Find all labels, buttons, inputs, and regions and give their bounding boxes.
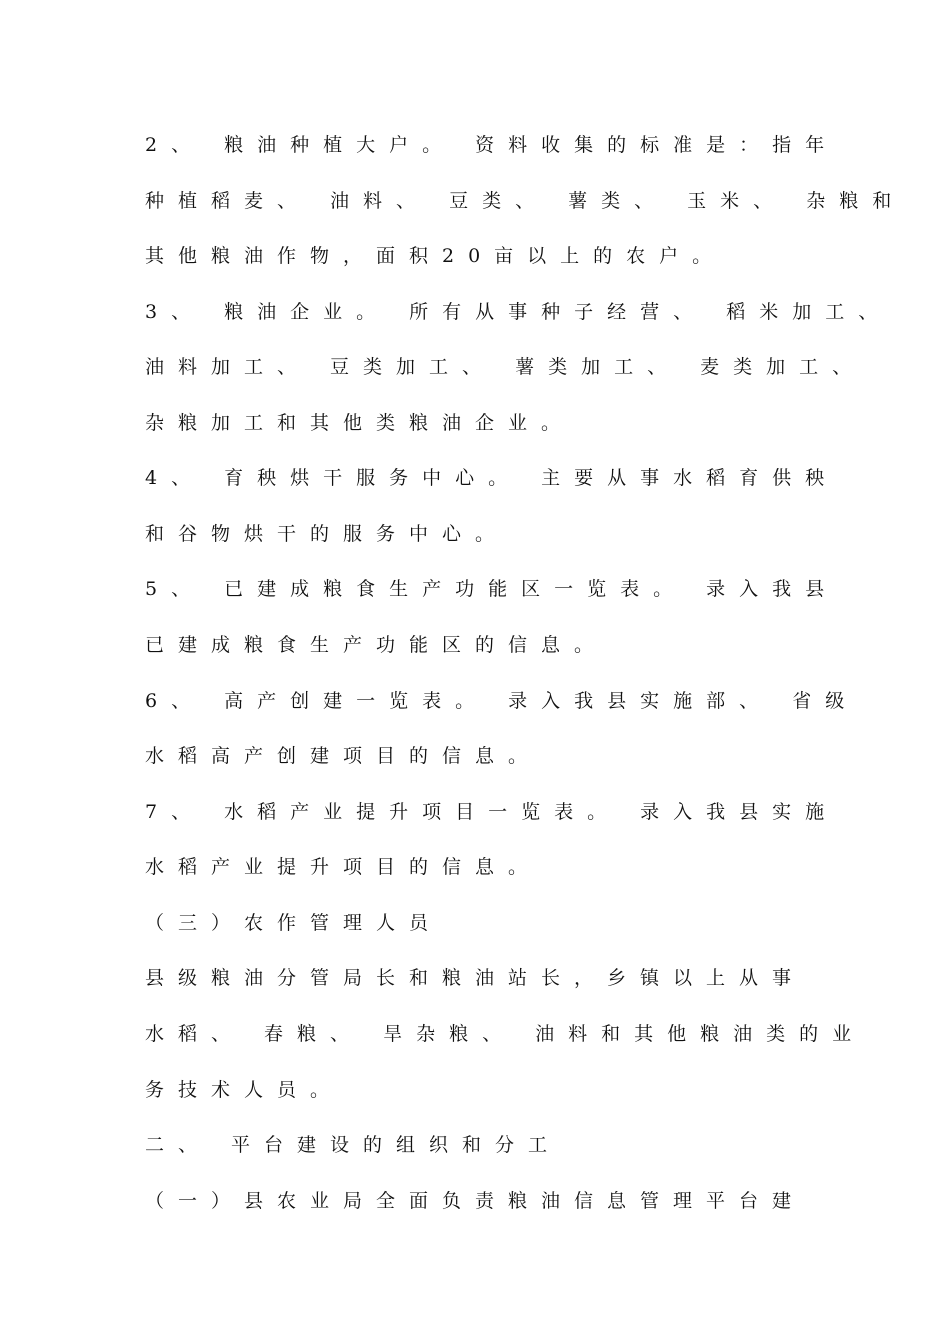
text-line-20: （一）县农业局全面负责粮油信息管理平台建 bbox=[145, 1190, 806, 1212]
text-line-12: 水稻高产创建项目的信息。 bbox=[145, 745, 542, 767]
text-line-8: 和谷物烘干的服务中心。 bbox=[145, 523, 509, 545]
text-line-7: 4、 育秧烘干服务中心。 主要从事水稻育供秧 bbox=[145, 467, 839, 489]
text-line-5: 油料加工、 豆类加工、 薯类加工、 麦类加工、 bbox=[145, 356, 866, 378]
section-heading-staff: （三）农作管理人员 bbox=[145, 912, 443, 934]
text-line-6: 杂粮加工和其他类粮油企业。 bbox=[145, 412, 575, 434]
text-line-13: 7、 水稻产业提升项目一览表。 录入我县实施 bbox=[145, 801, 839, 823]
text-line-1: 2、 粮油种植大户。 资料收集的标准是：指年 bbox=[145, 134, 839, 156]
text-line-9: 5、 已建成粮食生产功能区一览表。 录入我县 bbox=[145, 578, 839, 600]
text-line-18: 务技术人员。 bbox=[145, 1079, 344, 1101]
section-heading-organization: 二、 平台建设的组织和分工 bbox=[145, 1134, 562, 1156]
text-line-4: 3、 粮油企业。 所有从事种子经营、 稻米加工、 bbox=[145, 301, 892, 323]
text-line-3: 其他粮油作物，面积20亩以上的农户。 bbox=[145, 245, 726, 267]
text-line-2: 种植稻麦、 油料、 豆类、 薯类、 玉米、 杂粮和 bbox=[145, 190, 906, 212]
text-line-16: 县级粮油分管局长和粮油站长，乡镇以上从事 bbox=[145, 967, 806, 989]
text-line-10: 已建成粮食生产功能区的信息。 bbox=[145, 634, 608, 656]
text-line-17: 水稻、 春粮、 旱杂粮、 油料和其他粮油类的业 bbox=[145, 1023, 866, 1045]
text-line-11: 6、 高产创建一览表。 录入我县实施部、 省级 bbox=[145, 690, 859, 712]
text-line-14: 水稻产业提升项目的信息。 bbox=[145, 856, 542, 878]
